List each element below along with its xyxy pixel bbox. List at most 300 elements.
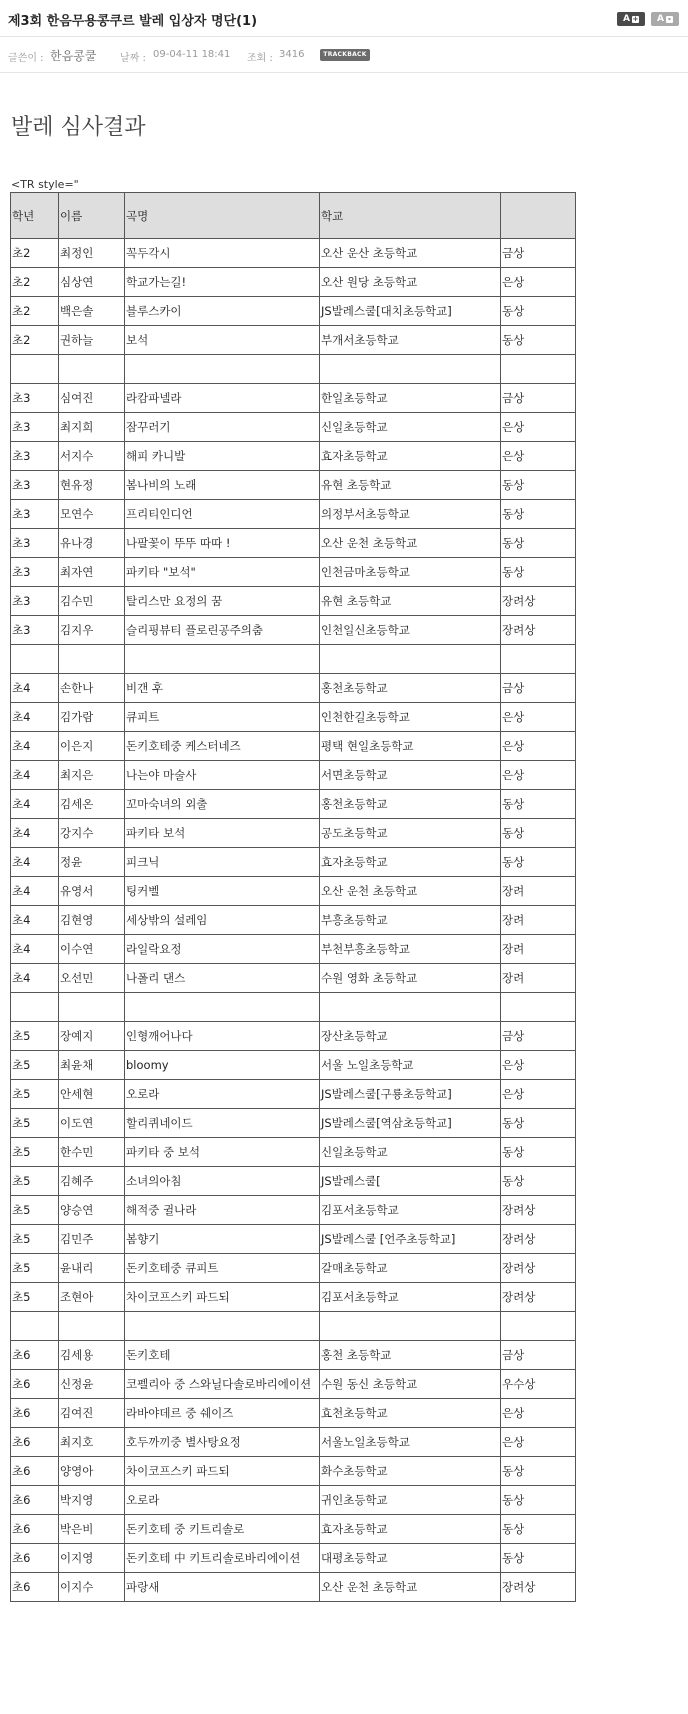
cell-piece: 큐피트 — [125, 703, 320, 732]
table-row — [11, 1196, 576, 1225]
date-label: 날짜 : — [120, 53, 146, 64]
cell-award: 동상 — [501, 819, 576, 848]
cell-school: 효자초등학교 — [320, 848, 501, 877]
cell-award: 동상 — [501, 1138, 576, 1167]
cell-award — [501, 645, 576, 674]
cell-name: 안세현 — [59, 1080, 125, 1109]
cell-grade: 초4 — [11, 790, 59, 819]
cell-school: 화수초등학교 — [320, 1457, 501, 1486]
table-row — [11, 1573, 576, 1602]
table-row — [11, 964, 576, 993]
cell-school: 의정부서초등학교 — [320, 500, 501, 529]
cell-piece: 프리티인디언 — [125, 500, 320, 529]
cell-piece — [125, 645, 320, 674]
cell-grade: 초5 — [11, 1138, 59, 1167]
cell-grade: 초5 — [11, 1167, 59, 1196]
cell-name: 최정인 — [59, 239, 125, 268]
cell-award: 동상 — [501, 790, 576, 819]
table-row — [11, 1167, 576, 1196]
cell-piece — [125, 1312, 320, 1341]
cell-name: 최자연 — [59, 558, 125, 587]
header-piece: 곡명 — [125, 193, 320, 239]
cell-name: 백은솔 — [59, 297, 125, 326]
table-row — [11, 1312, 576, 1341]
cell-award: 은상 — [501, 1080, 576, 1109]
cell-award: 동상 — [501, 500, 576, 529]
table-row — [11, 877, 576, 906]
cell-grade — [11, 1312, 59, 1341]
cell-school: 수원 영화 초등학교 — [320, 964, 501, 993]
cell-award: 장려 — [501, 877, 576, 906]
cell-piece: 호두까끼중 별사탕요정 — [125, 1428, 320, 1457]
table-row — [11, 819, 576, 848]
cell-piece: 나폴리 댄스 — [125, 964, 320, 993]
cell-name: 유영서 — [59, 877, 125, 906]
cell-name: 이수연 — [59, 935, 125, 964]
cell-piece: 나팔꽃이 뚜뚜 따따 ! — [125, 529, 320, 558]
cell-piece: 돈키호테중 케스터네즈 — [125, 732, 320, 761]
cell-piece: 파키타 중 보석 — [125, 1138, 320, 1167]
cell-name: 김여진 — [59, 1399, 125, 1428]
cell-piece: 팅커벨 — [125, 877, 320, 906]
cell-piece: 학교가는길! — [125, 268, 320, 297]
cell-name — [59, 645, 125, 674]
stray-markup-text: <TR style=" — [11, 178, 79, 191]
cell-grade: 초5 — [11, 1196, 59, 1225]
cell-grade: 초6 — [11, 1370, 59, 1399]
cell-school: 유현 초등학교 — [320, 587, 501, 616]
cell-award: 금상 — [501, 1022, 576, 1051]
cell-name: 박은비 — [59, 1515, 125, 1544]
cell-grade: 초4 — [11, 761, 59, 790]
table-row — [11, 355, 576, 384]
cell-school: 인천한길초등학교 — [320, 703, 501, 732]
table-row — [11, 1109, 576, 1138]
cell-award: 장려상 — [501, 1254, 576, 1283]
cell-award: 동상 — [501, 1515, 576, 1544]
cell-grade: 초6 — [11, 1573, 59, 1602]
table-row — [11, 384, 576, 413]
cell-grade: 초5 — [11, 1080, 59, 1109]
cell-award: 동상 — [501, 1167, 576, 1196]
cell-school: 공도초등학교 — [320, 819, 501, 848]
cell-school: 수원 동신 초등학교 — [320, 1370, 501, 1399]
cell-school: 대평초등학교 — [320, 1544, 501, 1573]
font-smaller-button[interactable] — [651, 12, 679, 26]
cell-award: 장려 — [501, 964, 576, 993]
cell-grade: 초4 — [11, 935, 59, 964]
cell-name: 김가람 — [59, 703, 125, 732]
cell-award: 우수상 — [501, 1370, 576, 1399]
cell-school: 오산 운천 초등학교 — [320, 877, 501, 906]
cell-grade: 초6 — [11, 1486, 59, 1515]
table-row — [11, 1515, 576, 1544]
cell-grade: 초6 — [11, 1544, 59, 1573]
cell-name: 김혜주 — [59, 1167, 125, 1196]
cell-piece: 돈키호테중 큐피트 — [125, 1254, 320, 1283]
cell-award: 금상 — [501, 384, 576, 413]
cell-piece: 돈키호테 中 키트리솔로바리에이션 — [125, 1544, 320, 1573]
cell-award: 장려상 — [501, 1196, 576, 1225]
cell-piece — [125, 993, 320, 1022]
cell-grade: 초5 — [11, 1051, 59, 1080]
cell-piece: 차이코프스키 파드되 — [125, 1457, 320, 1486]
author-name[interactable]: 한음콩쿨 — [50, 49, 97, 63]
cell-name: 권하늘 — [59, 326, 125, 355]
cell-school: 부천부흥초등학교 — [320, 935, 501, 964]
cell-piece: 보석 — [125, 326, 320, 355]
cell-school: 오산 운천 초등학교 — [320, 529, 501, 558]
cell-award: 동상 — [501, 471, 576, 500]
cell-school: 홍천초등학교 — [320, 674, 501, 703]
font-size-controls — [617, 12, 679, 26]
cell-grade: 초4 — [11, 703, 59, 732]
header-name: 이름 — [59, 193, 125, 239]
header-award — [501, 193, 576, 239]
table-row — [11, 1283, 576, 1312]
table-row — [11, 906, 576, 935]
cell-school: 부흥초등학교 — [320, 906, 501, 935]
cell-school: 갈매초등학교 — [320, 1254, 501, 1283]
cell-piece: 파키타 보석 — [125, 819, 320, 848]
cell-grade: 초4 — [11, 674, 59, 703]
cell-grade: 초3 — [11, 616, 59, 645]
cell-grade: 초2 — [11, 239, 59, 268]
table-row — [11, 616, 576, 645]
cell-name: 김세용 — [59, 1341, 125, 1370]
cell-school: 한일초등학교 — [320, 384, 501, 413]
table-row — [11, 645, 576, 674]
cell-name — [59, 993, 125, 1022]
table-row — [11, 1399, 576, 1428]
cell-school: 부개서초등학교 — [320, 326, 501, 355]
cell-award: 동상 — [501, 848, 576, 877]
cell-name: 김민주 — [59, 1225, 125, 1254]
cell-school: 홍천초등학교 — [320, 790, 501, 819]
post-date: 09-04-11 18:41 — [153, 49, 231, 60]
cell-school: 서면초등학교 — [320, 761, 501, 790]
table-row — [11, 297, 576, 326]
cell-grade: 초6 — [11, 1515, 59, 1544]
cell-school — [320, 993, 501, 1022]
cell-award — [501, 355, 576, 384]
cell-school: 신일초등학교 — [320, 413, 501, 442]
cell-piece: 차이코프스키 파드되 — [125, 1283, 320, 1312]
header-grade: 학년 — [11, 193, 59, 239]
cell-award: 은상 — [501, 1051, 576, 1080]
cell-piece: 코펠리아 중 스와닐다솔로바리에이션 — [125, 1370, 320, 1399]
results-table — [10, 192, 576, 1602]
trackback-button[interactable]: TRACKBACK — [320, 49, 370, 61]
cell-piece: 탈리스만 요정의 꿈 — [125, 587, 320, 616]
cell-award: 금상 — [501, 674, 576, 703]
cell-award: 금상 — [501, 1341, 576, 1370]
cell-name: 이은지 — [59, 732, 125, 761]
cell-name: 김현영 — [59, 906, 125, 935]
cell-school: 김포서초등학교 — [320, 1283, 501, 1312]
table-row — [11, 1341, 576, 1370]
font-larger-label: A — [623, 14, 630, 24]
cell-grade: 초2 — [11, 326, 59, 355]
cell-name: 정윤 — [59, 848, 125, 877]
cell-award: 장려 — [501, 935, 576, 964]
table-row — [11, 529, 576, 558]
cell-grade: 초4 — [11, 819, 59, 848]
cell-award: 동상 — [501, 1544, 576, 1573]
cell-school: JS발레스쿨[대치초등학교] — [320, 297, 501, 326]
cell-award: 은상 — [501, 732, 576, 761]
table-row — [11, 1457, 576, 1486]
cell-award: 장려상 — [501, 616, 576, 645]
cell-school — [320, 645, 501, 674]
cell-school: JS발레스쿨[ — [320, 1167, 501, 1196]
table-row — [11, 674, 576, 703]
cell-grade: 초4 — [11, 906, 59, 935]
cell-piece: 해피 카니발 — [125, 442, 320, 471]
cell-grade: 초4 — [11, 877, 59, 906]
table-row — [11, 1225, 576, 1254]
cell-name: 신정윤 — [59, 1370, 125, 1399]
cell-grade: 초5 — [11, 1022, 59, 1051]
table-row — [11, 239, 576, 268]
cell-grade: 초6 — [11, 1428, 59, 1457]
cell-award: 장려 — [501, 906, 576, 935]
cell-school: 귀인초등학교 — [320, 1486, 501, 1515]
cell-award: 은상 — [501, 268, 576, 297]
cell-grade: 초3 — [11, 442, 59, 471]
table-row — [11, 732, 576, 761]
cell-school: 홍천 초등학교 — [320, 1341, 501, 1370]
header-school: 학교 — [320, 193, 501, 239]
cell-grade: 초5 — [11, 1109, 59, 1138]
table-row — [11, 1428, 576, 1457]
cell-award: 동상 — [501, 297, 576, 326]
cell-grade: 초2 — [11, 268, 59, 297]
cell-piece: 파랑새 — [125, 1573, 320, 1602]
cell-grade: 초3 — [11, 587, 59, 616]
table-header-row — [11, 193, 576, 239]
cell-school: 오산 운산 초등학교 — [320, 239, 501, 268]
cell-award: 은상 — [501, 442, 576, 471]
cell-school: 서울노일초등학교 — [320, 1428, 501, 1457]
cell-award: 동상 — [501, 1457, 576, 1486]
table-row — [11, 442, 576, 471]
table-row — [11, 1138, 576, 1167]
views-label: 조회 : — [247, 53, 273, 64]
cell-name: 양승연 — [59, 1196, 125, 1225]
cell-school — [320, 355, 501, 384]
font-larger-button[interactable] — [617, 12, 645, 26]
plus-icon: + — [632, 14, 639, 23]
cell-grade: 초5 — [11, 1283, 59, 1312]
cell-name: 김지우 — [59, 616, 125, 645]
table-row — [11, 790, 576, 819]
cell-piece: 오로라 — [125, 1080, 320, 1109]
cell-school: 효천초등학교 — [320, 1399, 501, 1428]
cell-name: 이지영 — [59, 1544, 125, 1573]
cell-award — [501, 993, 576, 1022]
cell-school: 인천금마초등학교 — [320, 558, 501, 587]
cell-school: 오산 원당 초등학교 — [320, 268, 501, 297]
cell-award: 동상 — [501, 1109, 576, 1138]
cell-grade: 초3 — [11, 413, 59, 442]
cell-school: 서울 노일초등학교 — [320, 1051, 501, 1080]
cell-school: JS발레스쿨[역삼초등학교] — [320, 1109, 501, 1138]
author-label: 글쓴이 : — [8, 53, 44, 64]
cell-piece: 소녀의아침 — [125, 1167, 320, 1196]
table-row — [11, 587, 576, 616]
cell-piece: 라캄파넬라 — [125, 384, 320, 413]
table-row — [11, 761, 576, 790]
cell-name: 최지은 — [59, 761, 125, 790]
table-row — [11, 1254, 576, 1283]
cell-piece: 세상밖의 설레임 — [125, 906, 320, 935]
cell-grade: 초4 — [11, 964, 59, 993]
cell-piece: 해적중 귈나라 — [125, 1196, 320, 1225]
cell-school: 평택 현일초등학교 — [320, 732, 501, 761]
cell-piece: 할리퀴네이드 — [125, 1109, 320, 1138]
cell-name: 오선민 — [59, 964, 125, 993]
cell-school: 효자초등학교 — [320, 442, 501, 471]
cell-piece: 봄나비의 노래 — [125, 471, 320, 500]
cell-grade: 초6 — [11, 1457, 59, 1486]
cell-grade — [11, 355, 59, 384]
table-row — [11, 1486, 576, 1515]
cell-name — [59, 1312, 125, 1341]
table-row — [11, 993, 576, 1022]
cell-award: 장려상 — [501, 1573, 576, 1602]
cell-piece — [125, 355, 320, 384]
cell-piece: 인형깨어나다 — [125, 1022, 320, 1051]
cell-grade — [11, 993, 59, 1022]
cell-award: 은상 — [501, 413, 576, 442]
cell-piece: 피크닉 — [125, 848, 320, 877]
cell-award: 은상 — [501, 1428, 576, 1457]
font-smaller-label: A — [657, 14, 664, 24]
post-header — [0, 0, 688, 37]
cell-name: 김세온 — [59, 790, 125, 819]
cell-grade: 초2 — [11, 297, 59, 326]
cell-name: 최지호 — [59, 1428, 125, 1457]
cell-school: 인천일신초등학교 — [320, 616, 501, 645]
cell-name: 서지수 — [59, 442, 125, 471]
cell-grade: 초4 — [11, 848, 59, 877]
cell-grade: 초4 — [11, 732, 59, 761]
cell-award — [501, 1312, 576, 1341]
cell-grade: 초5 — [11, 1254, 59, 1283]
table-row — [11, 848, 576, 877]
cell-school: 신일초등학교 — [320, 1138, 501, 1167]
cell-grade: 초6 — [11, 1341, 59, 1370]
cell-piece: 블루스카이 — [125, 297, 320, 326]
cell-grade: 초3 — [11, 471, 59, 500]
table-row — [11, 326, 576, 355]
cell-school: 오산 운천 초등학교 — [320, 1573, 501, 1602]
cell-piece: 돈키호테 중 키트리솔로 — [125, 1515, 320, 1544]
content-heading: 발레 심사결과 — [11, 115, 146, 140]
cell-name: 장예지 — [59, 1022, 125, 1051]
cell-school — [320, 1312, 501, 1341]
cell-name: 현유정 — [59, 471, 125, 500]
table-row — [11, 935, 576, 964]
cell-award: 장려상 — [501, 587, 576, 616]
table-row — [11, 471, 576, 500]
cell-name: 박지영 — [59, 1486, 125, 1515]
cell-grade: 초3 — [11, 558, 59, 587]
cell-piece: 라바야데르 중 쉐이즈 — [125, 1399, 320, 1428]
cell-award: 은상 — [501, 761, 576, 790]
cell-award: 금상 — [501, 239, 576, 268]
table-row — [11, 413, 576, 442]
cell-name: 심여진 — [59, 384, 125, 413]
cell-grade — [11, 645, 59, 674]
cell-piece: 파키타 "보석" — [125, 558, 320, 587]
cell-award: 은상 — [501, 703, 576, 732]
cell-grade: 초3 — [11, 500, 59, 529]
cell-award: 동상 — [501, 558, 576, 587]
table-row — [11, 558, 576, 587]
cell-piece: 봄향기 — [125, 1225, 320, 1254]
cell-award: 동상 — [501, 1486, 576, 1515]
cell-piece: 슬리핑뷰티 플로린공주의춤 — [125, 616, 320, 645]
cell-piece: 잠꾸러기 — [125, 413, 320, 442]
cell-piece: 꼬마숙녀의 외출 — [125, 790, 320, 819]
cell-name: 손한나 — [59, 674, 125, 703]
table-row — [11, 1080, 576, 1109]
cell-grade: 초3 — [11, 384, 59, 413]
cell-piece: bloomy — [125, 1051, 320, 1080]
table-row — [11, 500, 576, 529]
minus-icon: - — [666, 16, 673, 23]
table-row — [11, 1022, 576, 1051]
cell-school: 효자초등학교 — [320, 1515, 501, 1544]
cell-name: 최지희 — [59, 413, 125, 442]
table-row — [11, 1051, 576, 1080]
cell-grade: 초5 — [11, 1225, 59, 1254]
cell-name: 김수민 — [59, 587, 125, 616]
cell-piece: 나는야 마술사 — [125, 761, 320, 790]
cell-school: JS발레스쿨 [언주초등학교] — [320, 1225, 501, 1254]
cell-name: 심상연 — [59, 268, 125, 297]
cell-school: 김포서초등학교 — [320, 1196, 501, 1225]
cell-grade: 초3 — [11, 529, 59, 558]
table-row — [11, 268, 576, 297]
cell-name: 강지수 — [59, 819, 125, 848]
cell-award: 동상 — [501, 326, 576, 355]
cell-award: 장려상 — [501, 1283, 576, 1312]
cell-name: 한수민 — [59, 1138, 125, 1167]
table-row — [11, 703, 576, 732]
post-meta — [0, 37, 688, 73]
cell-name: 최윤채 — [59, 1051, 125, 1080]
cell-name — [59, 355, 125, 384]
cell-name: 윤내리 — [59, 1254, 125, 1283]
cell-piece: 오로라 — [125, 1486, 320, 1515]
cell-name: 이지수 — [59, 1573, 125, 1602]
post-title: 제3회 한음무용콩쿠르 발레 입상자 명단(1) — [8, 14, 258, 29]
cell-award: 은상 — [501, 1399, 576, 1428]
cell-school: JS발레스쿨[구룡초등학교] — [320, 1080, 501, 1109]
cell-name: 양영아 — [59, 1457, 125, 1486]
cell-school: 장산초등학교 — [320, 1022, 501, 1051]
cell-grade: 초6 — [11, 1399, 59, 1428]
table-row — [11, 1370, 576, 1399]
table-row — [11, 1544, 576, 1573]
cell-name: 이도연 — [59, 1109, 125, 1138]
cell-piece: 라일락요정 — [125, 935, 320, 964]
cell-piece: 돈키호테 — [125, 1341, 320, 1370]
cell-name: 유나경 — [59, 529, 125, 558]
